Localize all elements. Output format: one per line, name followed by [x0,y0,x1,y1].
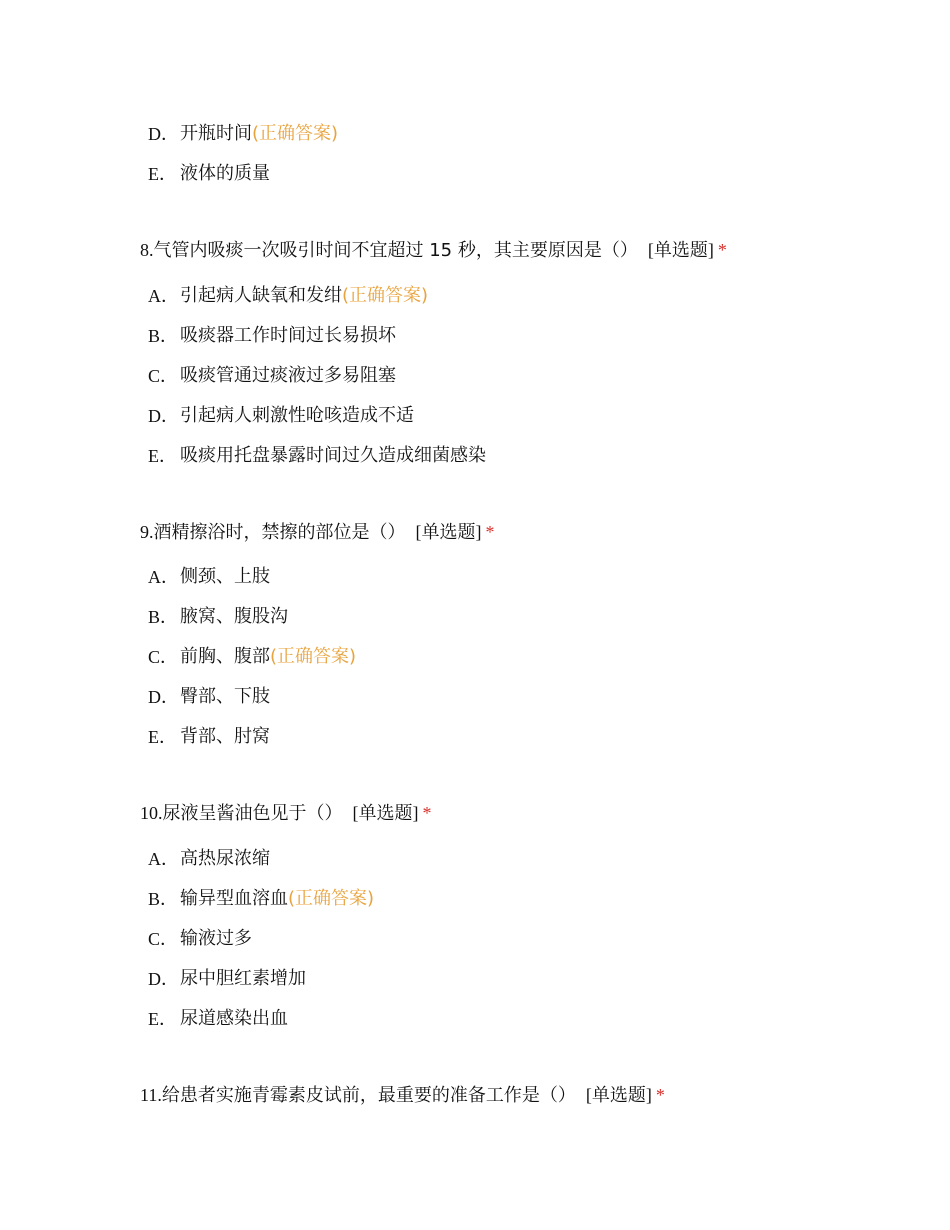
option-text: 尿道感染出血 [180,1008,288,1029]
option-e[interactable] [0,717,950,757]
option-letter: E． [148,1009,177,1029]
option-letter: A． [148,849,179,869]
option-text: 液体的质量 [180,163,270,184]
question-text: 尿液呈酱油色见于（） [162,803,343,824]
option-e[interactable] [0,999,950,1039]
required-mark: * [655,1085,665,1105]
question-options [0,839,950,1039]
correct-answer-tag: (正确答案) [270,646,357,667]
option-text: 吸痰管通过痰液过多易阻塞 [180,365,396,386]
option-letter: A． [148,286,179,306]
option-e[interactable] [0,436,950,476]
option-b[interactable] [0,879,950,919]
question-text: 气管内吸痰一次吸引时间不宜超过 15 秒，其主要原因是（） [153,240,638,261]
question-options [0,276,950,476]
option-b[interactable] [0,316,950,356]
option-text: 输异型血溶血(正确答案) [180,888,375,909]
question-title [140,235,727,265]
question-number: 11. [140,1085,162,1105]
option-e [0,154,950,194]
question-text: 酒精擦浴时，禁擦的部位是（） [153,522,406,543]
option-letter: C． [148,366,179,386]
option-c[interactable] [0,919,950,959]
question-type: [单选题] [415,522,482,542]
option-text: 开瓶时间(正确答案) [180,123,339,144]
question-type: [单选题] [647,240,714,260]
required-mark: * [717,240,727,260]
question-number: 9. [140,522,154,542]
option-text: 引起病人刺激性呛咳造成不适 [180,405,414,426]
option-text: 前胸、腹部(正确答案) [180,646,357,667]
correct-answer-tag: (正确答案) [288,888,375,909]
option-text: 侧颈、上肢 [180,566,270,587]
option-c[interactable] [0,637,950,677]
correct-answer-tag: (正确答案) [252,123,339,144]
question-text: 给患者实施青霉素皮试前，最重要的准备工作是（） [161,1085,576,1106]
option-letter: C． [148,929,179,949]
option-b[interactable] [0,597,950,637]
option-letter: C． [148,647,179,667]
required-mark: * [422,803,432,823]
option-a[interactable] [0,276,950,316]
option-d[interactable] [0,396,950,436]
option-letter: B． [148,607,179,627]
option-letter: D． [148,687,179,707]
prev-question-options [0,114,950,194]
option-text: 高热尿浓缩 [180,848,270,869]
question-title [140,1080,665,1110]
option-letter: E． [148,727,177,747]
question-type: [单选题] [585,1085,652,1105]
option-letter: B． [148,889,179,909]
option-text: 输液过多 [180,928,252,949]
option-letter: D． [148,124,179,144]
option-d[interactable] [0,959,950,999]
option-text: 尿中胆红素增加 [180,968,306,989]
option-text: 引起病人缺氧和发绀(正确答案) [180,285,429,306]
option-letter: B． [148,326,179,346]
option-text: 吸痰器工作时间过长易损坏 [180,325,396,346]
question-options [0,557,950,757]
option-letter: D． [148,406,179,426]
option-letter: D． [148,969,179,989]
option-text: 吸痰用托盘暴露时间过久造成细菌感染 [180,445,486,466]
question-number: 10. [140,803,163,823]
question-title [140,798,432,828]
option-d [0,114,950,154]
option-letter: A． [148,567,179,587]
option-a[interactable] [0,557,950,597]
question-number: 8. [140,240,154,260]
correct-answer-tag: (正确答案) [342,285,429,306]
required-mark: * [485,522,495,542]
question-type: [单选题] [352,803,419,823]
option-text: 臀部、下肢 [180,686,270,707]
option-letter: E． [148,446,177,466]
option-text: 腋窝、腹股沟 [180,606,288,627]
option-letter: E． [148,164,177,184]
option-a[interactable] [0,839,950,879]
option-d[interactable] [0,677,950,717]
question-title [140,517,495,547]
option-c[interactable] [0,356,950,396]
option-text: 背部、肘窝 [180,726,270,747]
